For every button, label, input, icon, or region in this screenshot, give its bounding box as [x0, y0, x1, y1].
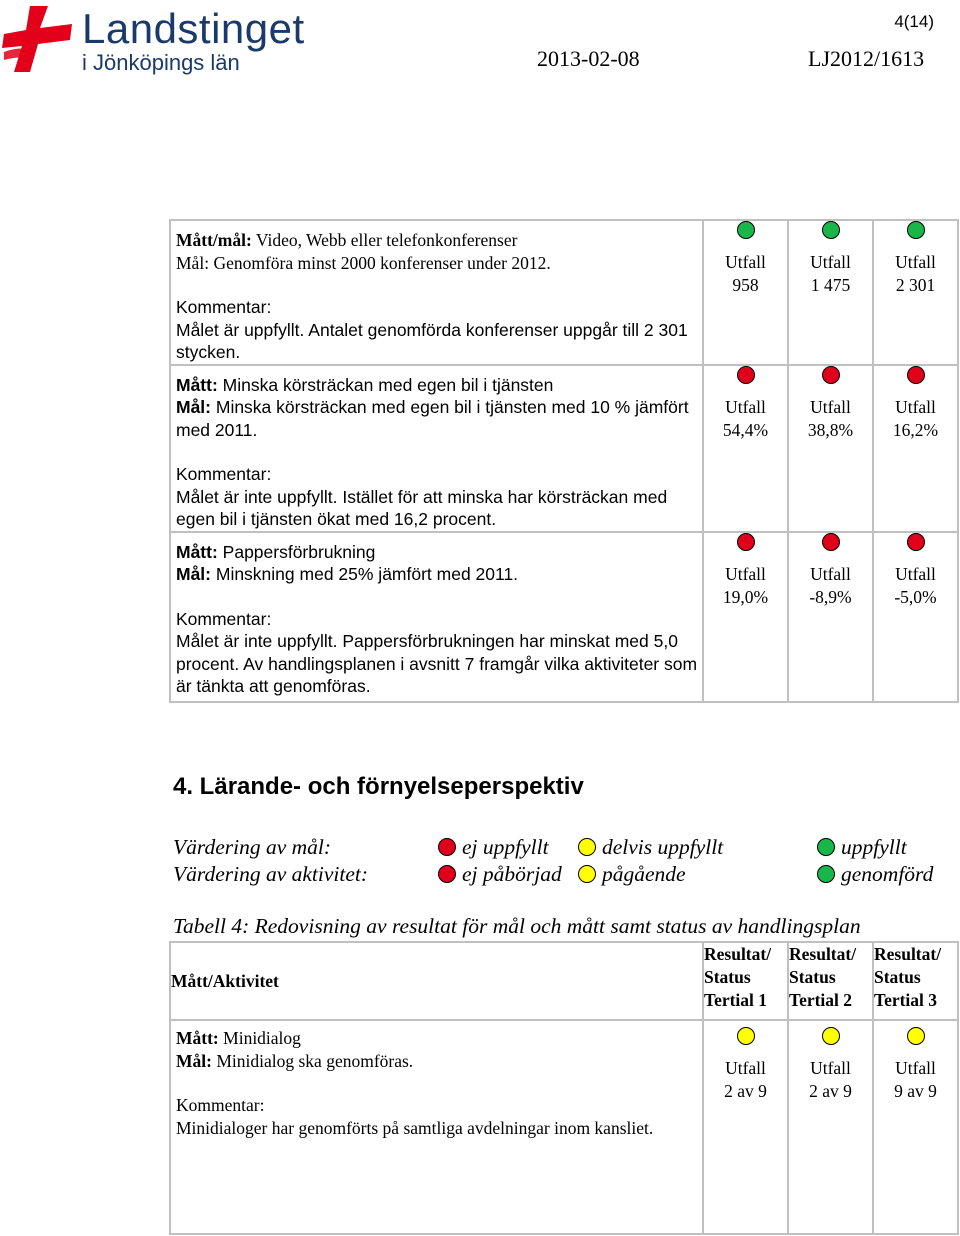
status-green-icon: [907, 221, 925, 239]
comment-text: Målet är uppfyllt. Antalet genomförda konferenser uppgår till 2 301 stycken.: [176, 319, 688, 362]
measure-label: Mått/mål:: [176, 230, 252, 250]
table-row: [170, 1020, 958, 1234]
goal-label: Mål:: [176, 1050, 212, 1071]
result-label: Utfall: [895, 1058, 936, 1078]
status-red-icon: [737, 366, 755, 384]
goal-text: Genomföra minst 2000 konferenser under 2012.: [209, 252, 551, 273]
result-tertial-1: [703, 365, 788, 532]
table-row: [170, 532, 958, 702]
legend-activity-red: ej påbörjad: [462, 862, 562, 886]
result-tertial-3: [873, 532, 958, 702]
activity-legend-label: Värdering av aktivitet:: [173, 862, 369, 886]
status-yellow-icon: [822, 1027, 840, 1045]
status-red-icon: [907, 366, 925, 384]
legend-red-icon: [438, 838, 456, 856]
result-value: -5,0%: [894, 586, 937, 607]
result-value: 16,2%: [892, 419, 939, 440]
result-value: 2 av 9: [724, 1081, 767, 1101]
table-caption: Tabell 4: Redovisning av resultat för mål och mått samt status av handlingsplan: [173, 914, 861, 938]
page-number: 4(14): [894, 12, 934, 31]
table-row: [170, 220, 958, 365]
legend-goal-red: ej uppfyllt: [462, 835, 549, 859]
goal-label: Mål:: [176, 252, 210, 273]
status-red-icon: [737, 533, 755, 551]
comment-text: Målet är inte uppfyllt. Pappersförbrukningen har minskat med 5,0 procent. Av handlingsplanen i avsnitt 7 framgår vilka aktiviteter som är tänkta att genomföras.: [176, 631, 698, 696]
result-label: Utfall: [725, 563, 766, 584]
legend-goal-yellow: delvis uppfyllt: [602, 835, 724, 859]
result-value: 38,8%: [807, 419, 854, 440]
status-green-icon: [737, 221, 755, 239]
legend-goal-green: uppfyllt: [841, 835, 907, 859]
comment-label: Kommentar:: [176, 464, 272, 484]
result-tertial-2: [788, 220, 873, 365]
status-yellow-icon: [907, 1027, 925, 1045]
table-row: [170, 365, 958, 532]
comment-text: Minidialoger har genomförts på samtliga avdelningar inom kansliet.: [176, 1117, 654, 1138]
result-tertial-2: [788, 532, 873, 702]
result-label: Utfall: [810, 252, 851, 272]
results-table-4: [169, 941, 959, 1235]
column-header: Resultat/ Status Tertial 3: [873, 942, 958, 1020]
result-value: -8,9%: [809, 586, 852, 607]
result-value: 19,0%: [722, 586, 769, 607]
result-value: 9 av 9: [894, 1081, 937, 1101]
legend-green-icon: [817, 838, 835, 856]
results-table-3: [169, 219, 959, 703]
column-header: Resultat/ Status Tertial 2: [788, 942, 873, 1020]
logo-subname: i Jönköpings län: [82, 50, 240, 75]
measure-text: Video, Webb eller telefonkonferenser: [251, 230, 518, 250]
result-tertial-3: [873, 220, 958, 365]
logo-name: Landstinget: [82, 5, 305, 52]
result-value: 54,4%: [722, 419, 769, 440]
measure-cell: [170, 365, 703, 532]
result-label: Utfall: [810, 396, 851, 417]
comment-label: Kommentar:: [176, 297, 272, 317]
measure-text: Minska körsträckan med egen bil i tjänsten: [217, 374, 554, 395]
result-label: Utfall: [895, 563, 936, 584]
document-date: 2013-02-08: [537, 46, 640, 71]
comment-text: Målet är inte uppfyllt. Istället för att minska har körsträckan med egen bil i tjänsten ökat med 16,2 procent.: [176, 486, 668, 529]
comment-label: Kommentar:: [176, 608, 272, 629]
measure-label: Mått:: [176, 1028, 219, 1048]
result-label: Utfall: [810, 1058, 851, 1078]
section-heading: 4. Lärande- och förnyelseperspektiv: [173, 773, 584, 800]
logo-mark-icon: [0, 0, 80, 80]
measure-text: Pappersförbrukning: [217, 541, 376, 562]
goal-text: Minska körsträckan med egen bil i tjänsten med 10 % jämfört med 2011.: [176, 397, 689, 440]
result-value: 958: [732, 275, 759, 295]
result-label: Utfall: [895, 396, 936, 417]
status-red-icon: [822, 533, 840, 551]
result-label: Utfall: [725, 396, 766, 417]
legend-green-icon: [817, 865, 835, 883]
result-label: Utfall: [810, 563, 851, 584]
measure-label: Mått:: [176, 541, 218, 562]
measure-label: Mått:: [176, 374, 218, 395]
result-tertial-1: [703, 532, 788, 702]
goal-label: Mål:: [176, 397, 211, 417]
table-header-row: [170, 942, 958, 1020]
measure-cell: [170, 220, 703, 365]
column-header: Resultat/ Status Tertial 1: [703, 942, 788, 1020]
status-red-icon: [907, 533, 925, 551]
legend-activity-green: genomförd: [841, 862, 934, 886]
legend-yellow-icon: [578, 838, 596, 856]
status-red-icon: [822, 366, 840, 384]
result-label: Utfall: [895, 252, 936, 272]
document-reference: LJ2012/1613: [808, 46, 925, 71]
status-green-icon: [822, 221, 840, 239]
result-tertial-2: [788, 1020, 873, 1234]
result-tertial-3: [873, 1020, 958, 1234]
goal-legend-label: Värdering av mål:: [173, 835, 332, 859]
result-value: 2 301: [895, 275, 936, 295]
status-yellow-icon: [737, 1027, 755, 1045]
result-label: Utfall: [725, 252, 766, 272]
goal-text: Minidialog ska genomföras.: [211, 1050, 414, 1071]
measure-cell: [170, 532, 703, 702]
legend-yellow-icon: [578, 865, 596, 883]
legend-red-icon: [438, 865, 456, 883]
measure-cell: [170, 1020, 703, 1234]
result-tertial-1: [703, 1020, 788, 1234]
goal-label: Mål:: [176, 564, 211, 584]
result-tertial-3: [873, 365, 958, 532]
result-label: Utfall: [725, 1058, 766, 1078]
result-value: 1 475: [810, 275, 851, 295]
legend-activity-yellow: pågående: [602, 862, 686, 886]
comment-label: Kommentar:: [176, 1095, 265, 1115]
column-header: Mått/Aktivitet: [170, 942, 703, 1020]
measure-text: Minidialog: [218, 1028, 301, 1048]
result-value: 2 av 9: [809, 1081, 852, 1101]
result-tertial-1: [703, 220, 788, 365]
landstinget-logo: [0, 0, 310, 80]
result-tertial-2: [788, 365, 873, 532]
goal-text: Minskning med 25% jämfört med 2011.: [211, 564, 519, 584]
